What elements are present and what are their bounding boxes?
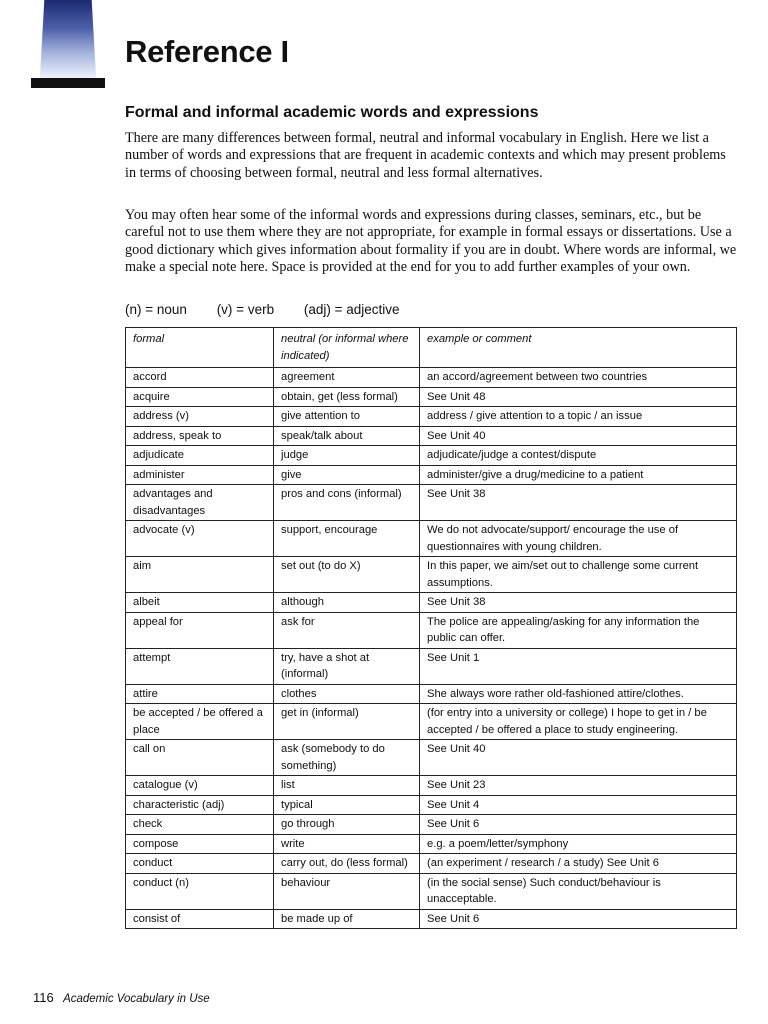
cell-formal: administer <box>126 465 274 485</box>
header-example: example or comment <box>420 328 737 368</box>
abbreviation-legend <box>125 302 426 317</box>
table-row <box>126 776 737 796</box>
cell-neutral: typical <box>274 795 420 815</box>
cell-neutral: obtain, get (less formal) <box>274 387 420 407</box>
legend-adjective: (adj) = adjective <box>303 302 400 317</box>
cell-formal: appeal for <box>126 612 274 648</box>
cell-example: (for entry into a university or college) I hope to get in / be accepted / be offered a place to study engineering. <box>420 704 737 740</box>
table-row <box>126 873 737 909</box>
cell-formal: acquire <box>126 387 274 407</box>
cell-example: In this paper, we aim/set out to challenge some current assumptions. <box>420 557 737 593</box>
chapter-tab-decoration <box>31 0 105 78</box>
cell-formal: compose <box>126 834 274 854</box>
cell-formal: characteristic (adj) <box>126 795 274 815</box>
cell-neutral: try, have a shot at (informal) <box>274 648 420 684</box>
intro-paragraph-1: There are many differences between formal, neutral and informal vocabulary in English. Here we list a number of words and expressions that are frequent in academic contexts and which may present problems in terms of choosing between formal, neutral and less formal alternatives. <box>125 130 726 181</box>
intro-paragraph-2: You may often hear some of the informal words and expressions during classes, seminars, etc., but be careful not to use them where they are not appropriate, for example in formal essays or dissertations. Use a good dictionary which gives information about formality if you are in doubt. Where words are informal, we make a special note here. Space is provided at the end for you to add further examples of your own. <box>125 207 737 275</box>
table-row <box>126 557 737 593</box>
cell-example: The police are appealing/asking for any information the public can offer. <box>420 612 737 648</box>
cell-example: e.g. a poem/letter/symphony <box>420 834 737 854</box>
cell-formal: albeit <box>126 593 274 613</box>
cell-formal: check <box>126 815 274 835</box>
table-row <box>126 521 737 557</box>
legend-verb: (v) = verb <box>216 302 275 317</box>
table-row <box>126 834 737 854</box>
table-row <box>126 815 737 835</box>
table-row <box>126 446 737 466</box>
table-row <box>126 740 737 776</box>
cell-neutral: go through <box>274 815 420 835</box>
table-row <box>126 407 737 427</box>
cell-example: (in the social sense) Such conduct/behaviour is unacceptable. <box>420 873 737 909</box>
vocabulary-table <box>125 327 737 929</box>
cell-neutral: judge <box>274 446 420 466</box>
cell-example: She always wore rather old-fashioned attire/clothes. <box>420 684 737 704</box>
cell-formal: conduct <box>126 854 274 874</box>
section-title: Formal and informal academic words and expressions <box>125 104 539 121</box>
table-row <box>126 387 737 407</box>
table-row <box>126 368 737 388</box>
cell-neutral: write <box>274 834 420 854</box>
cell-formal: call on <box>126 740 274 776</box>
cell-example: See Unit 6 <box>420 909 737 929</box>
cell-neutral: clothes <box>274 684 420 704</box>
table-body <box>126 368 737 929</box>
table-row <box>126 426 737 446</box>
cell-formal: advantages and disadvantages <box>126 485 274 521</box>
cell-example: See Unit 1 <box>420 648 737 684</box>
cell-example: address / give attention to a topic / an issue <box>420 407 737 427</box>
chapter-tab-bar <box>31 78 105 88</box>
cell-formal: address (v) <box>126 407 274 427</box>
cell-formal: conduct (n) <box>126 873 274 909</box>
cell-neutral: ask for <box>274 612 420 648</box>
cell-example: administer/give a drug/medicine to a patient <box>420 465 737 485</box>
cell-neutral: give <box>274 465 420 485</box>
page-title: Reference I <box>125 34 289 69</box>
cell-neutral: behaviour <box>274 873 420 909</box>
book-title: Academic Vocabulary in Use <box>63 993 210 1005</box>
cell-neutral: carry out, do (less formal) <box>274 854 420 874</box>
table-row <box>126 612 737 648</box>
page-footer <box>33 990 210 1005</box>
cell-formal: address, speak to <box>126 426 274 446</box>
cell-example: an accord/agreement between two countries <box>420 368 737 388</box>
cell-formal: attire <box>126 684 274 704</box>
header-formal: formal <box>126 328 274 368</box>
cell-formal: aim <box>126 557 274 593</box>
table-row <box>126 795 737 815</box>
header-neutral: neutral (or informal where indicated) <box>274 328 420 368</box>
table-row <box>126 909 737 929</box>
cell-example: We do not advocate/support/ encourage the use of questionnaires with young children. <box>420 521 737 557</box>
cell-formal: advocate (v) <box>126 521 274 557</box>
cell-neutral: agreement <box>274 368 420 388</box>
table-row <box>126 485 737 521</box>
cell-formal: catalogue (v) <box>126 776 274 796</box>
cell-formal: be accepted / be offered a place <box>126 704 274 740</box>
page-number: 116 <box>33 990 54 1005</box>
cell-example: See Unit 6 <box>420 815 737 835</box>
legend-noun: (n) = noun <box>125 302 187 317</box>
cell-formal: attempt <box>126 648 274 684</box>
cell-example: See Unit 40 <box>420 426 737 446</box>
cell-example: See Unit 40 <box>420 740 737 776</box>
table-row <box>126 684 737 704</box>
table-row <box>126 593 737 613</box>
table-row <box>126 648 737 684</box>
cell-neutral: support, encourage <box>274 521 420 557</box>
cell-neutral: give attention to <box>274 407 420 427</box>
cell-example: adjudicate/judge a contest/dispute <box>420 446 737 466</box>
cell-example: See Unit 48 <box>420 387 737 407</box>
cell-neutral: ask (somebody to do something) <box>274 740 420 776</box>
table-row <box>126 704 737 740</box>
cell-neutral: get in (informal) <box>274 704 420 740</box>
cell-formal: consist of <box>126 909 274 929</box>
cell-formal: accord <box>126 368 274 388</box>
cell-neutral: speak/talk about <box>274 426 420 446</box>
cell-neutral: set out (to do X) <box>274 557 420 593</box>
cell-neutral: pros and cons (informal) <box>274 485 420 521</box>
cell-neutral: be made up of <box>274 909 420 929</box>
cell-example: See Unit 38 <box>420 593 737 613</box>
cell-neutral: although <box>274 593 420 613</box>
cell-example: See Unit 38 <box>420 485 737 521</box>
cell-formal: adjudicate <box>126 446 274 466</box>
table-row <box>126 854 737 874</box>
cell-example: See Unit 4 <box>420 795 737 815</box>
cell-neutral: list <box>274 776 420 796</box>
table-row <box>126 465 737 485</box>
table-header-row <box>126 328 737 368</box>
cell-example: (an experiment / research / a study) See Unit 6 <box>420 854 737 874</box>
cell-example: See Unit 23 <box>420 776 737 796</box>
